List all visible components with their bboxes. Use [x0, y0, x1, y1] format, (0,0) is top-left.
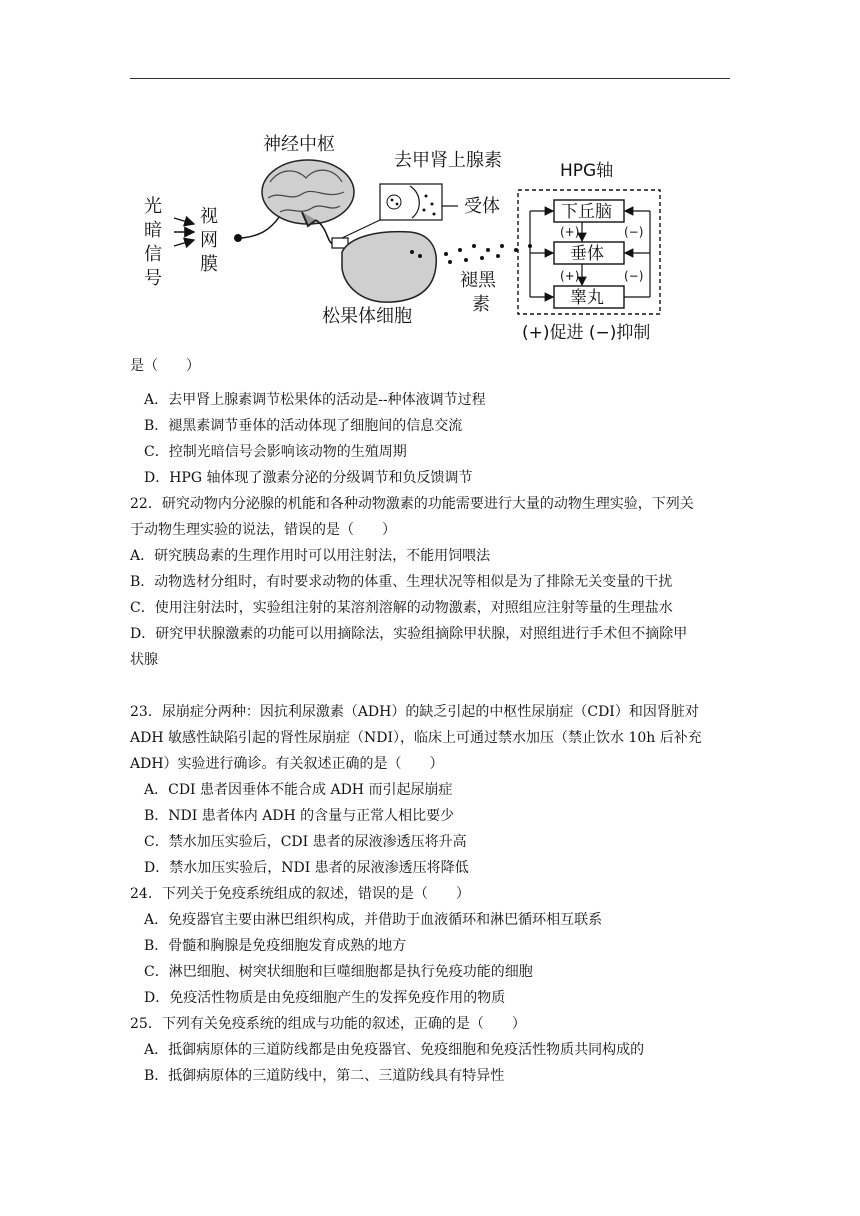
q24-option-c: C．淋巴细胞、树突状细胞和巨噬细胞都是执行免疫功能的细胞 — [144, 964, 533, 980]
brain-icon — [262, 160, 354, 226]
minus-label-2: (−) — [624, 269, 644, 283]
signal-char-3: 信 — [144, 244, 162, 265]
signal-arrows — [174, 218, 194, 246]
retina-char-1: 视 — [200, 206, 218, 227]
hpg-axis-label: HPG轴 — [560, 161, 614, 181]
q24-option-b: B．骨髓和胸腺是免疫细胞发育成熟的地方 — [144, 938, 407, 954]
pineal-nucleus-dot-1 — [410, 250, 414, 254]
minus-label-1: (−) — [624, 225, 644, 239]
q25-option-a: A．抵御病原体的三道防线都是由免疫器官、免疫细胞和免疫活性物质共同构成的 — [144, 1042, 645, 1058]
receptor-label: 受体 — [464, 196, 500, 217]
q25-option-b: B．抵御病原体的三道防线中，第二、三道防线具有特异性 — [144, 1068, 505, 1084]
q21-option-d: D．HPG 轴体现了激素分泌的分级调节和负反馈调节 — [144, 470, 473, 486]
melatonin-dots — [444, 244, 532, 264]
q23-stem-1: 23．尿崩症分两种：因抗利尿激素（ADH）的缺乏引起的中枢性尿崩症（CDI）和因肾脏对 — [130, 704, 699, 720]
q25-stem: 25．下列有关免疫系统的组成与功能的叙述，正确的是（ ） — [130, 1016, 526, 1032]
q21-option-c: C．控制光暗信号会影响该动物的生殖周期 — [144, 444, 407, 460]
q23-option-b: B．NDI 患者体内 ADH 的含量与正常人相比要少 — [144, 808, 455, 824]
pineal-cell-label: 松果体细胞 — [322, 306, 412, 327]
pituitary-label: 垂体 — [570, 244, 604, 264]
header-rule — [130, 78, 730, 79]
q22-stem-1: 22．研究动物内分泌腺的机能和各种动物激素的功能需要进行大量的动物生理实验，下列关 — [130, 496, 694, 512]
norepinephrine-inset — [342, 184, 458, 238]
q23-option-c: C．禁水加压实验后，CDI 患者的尿液渗透压将升高 — [144, 834, 467, 850]
hypothalamus-label: 下丘脑 — [561, 202, 612, 222]
signal-char-4: 号 — [144, 268, 162, 289]
pineal-cell-shape — [342, 232, 436, 303]
plus-label-2: (+) — [560, 269, 580, 283]
legend-label: (+)促进 (−)抑制 — [522, 323, 651, 343]
q22-stem-2: 于动物生理实验的说法，错误的是（ ） — [130, 522, 396, 538]
melatonin-label-2: 素 — [472, 294, 490, 315]
pineal-nucleus-dot-2 — [418, 254, 422, 258]
q22-option-d: D．研究甲状腺激素的功能可以用摘除法，实验组摘除甲状腺，对照组进行手术但不摘除甲 — [130, 626, 688, 642]
q24-option-d: D．免疫活性物质是由免疫细胞产生的发挥免疫作用的物质 — [144, 990, 506, 1006]
q23-option-d: D．禁水加压实验后，NDI 患者的尿液渗透压将降低 — [144, 860, 469, 876]
retina-char-2: 网 — [200, 230, 218, 251]
q23-stem-3: ADH）实验进行确诊。有关叙述正确的是（ ） — [130, 756, 444, 772]
q22-option-c: C．使用注射法时，实验组注射的某溶剂溶解的动物激素，对照组应注射等量的生理盐水 — [130, 600, 673, 616]
hpg-axis-diagram — [130, 120, 730, 360]
signal-char-2: 暗 — [144, 220, 162, 241]
q24-option-a: A．免疫器官主要由淋巴组织构成，并借助于血液循环和淋巴循环相互联系 — [144, 912, 603, 928]
retina-char-3: 膜 — [200, 254, 218, 275]
q22-option-a: A．研究胰岛素的生理作用时可以用注射法，不能用饲喂法 — [130, 548, 491, 564]
q23-stem-2: ADH 敏感性缺陷引起的肾性尿崩症（NDI），临床上可通过禁水加压（禁止饮水 10h 后补充 — [130, 730, 702, 746]
q23-option-a: A．CDI 患者因垂体不能合成 ADH 而引起尿崩症 — [144, 782, 453, 798]
plus-label-1: (+) — [560, 225, 580, 239]
q22-option-d-cont: 状腺 — [130, 652, 158, 668]
q21-option-a: A．去甲肾上腺素调节松果体的活动是--种体液调节过程 — [144, 392, 486, 408]
q21-stem-end: 是（ ） — [130, 358, 200, 374]
melatonin-label-1: 褪黑 — [460, 270, 496, 291]
q21-option-b: B．褪黑素调节垂体的活动体现了细胞间的信息交流 — [144, 418, 463, 434]
norepinephrine-label: 去甲肾上腺素 — [394, 150, 502, 171]
q24-stem: 24．下列关于免疫系统组成的叙述，错误的是（ ） — [130, 886, 470, 902]
signal-char-1: 光 — [144, 196, 162, 217]
q22-option-b: B．动物选材分组时，有时要求动物的体重、生理状况等相似是为了排除无关变量的干扰 — [130, 574, 673, 590]
nerve-center-label: 神经中枢 — [263, 134, 335, 155]
retina-node — [234, 234, 242, 242]
testis-label: 睾丸 — [570, 288, 604, 308]
